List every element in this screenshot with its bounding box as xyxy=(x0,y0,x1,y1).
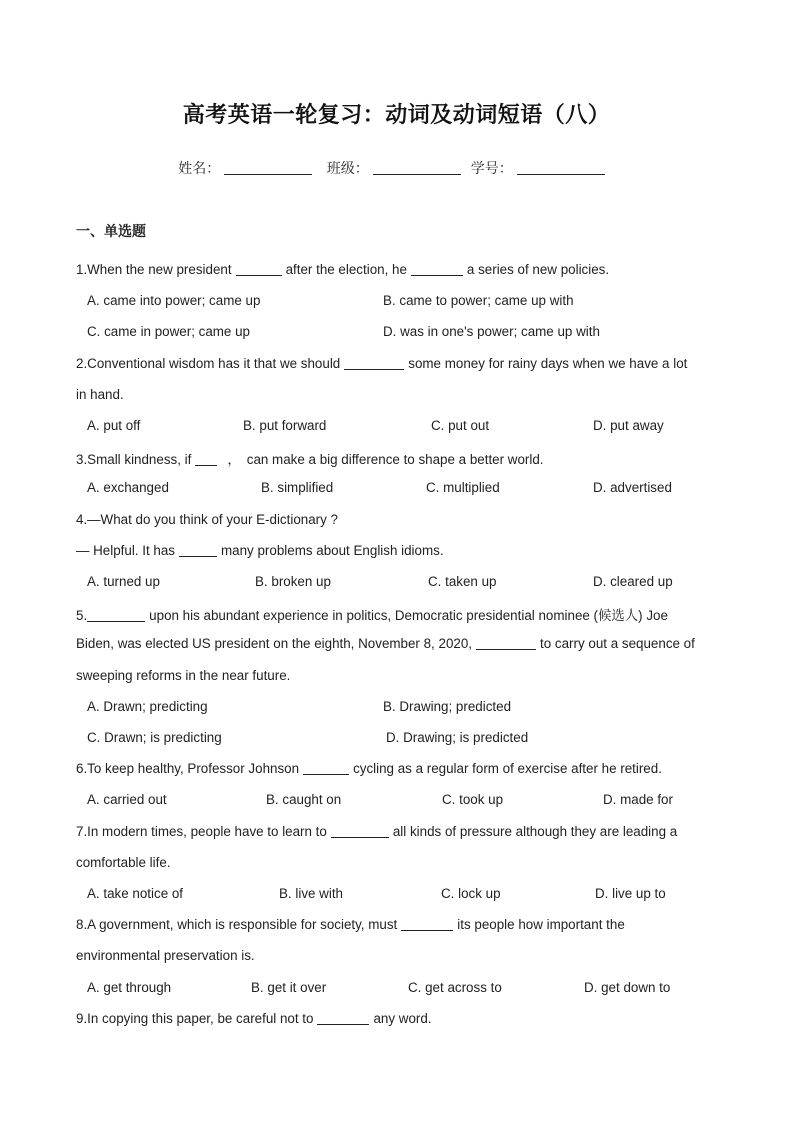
class-blank[interactable] xyxy=(373,160,461,175)
question-5-cont xyxy=(76,636,695,651)
question-7 xyxy=(76,824,677,839)
option-a[interactable]: A. exchanged xyxy=(87,480,169,495)
answer-blank xyxy=(331,824,389,838)
option-c[interactable]: C. taken up xyxy=(428,574,497,589)
question-8 xyxy=(76,917,625,932)
option-b[interactable]: B. came to power; came up with xyxy=(383,293,574,308)
option-c[interactable]: C. get across to xyxy=(408,980,502,995)
question-text: 2.Conventional wisdom has it that we should xyxy=(76,356,341,371)
answer-blank xyxy=(179,543,217,557)
option-b[interactable]: B. live with xyxy=(279,886,343,901)
answer-blank xyxy=(476,636,536,650)
option-a[interactable]: A. take notice of xyxy=(87,886,184,901)
option-a[interactable]: A. put off xyxy=(87,418,141,433)
question-text: a series of new policies. xyxy=(466,262,610,277)
option-b[interactable]: B. simplified xyxy=(261,480,334,495)
question-3 xyxy=(76,449,544,468)
question-text: to carry out a sequence of xyxy=(540,636,695,651)
question-text: 1.When the new president xyxy=(76,262,232,277)
option-c[interactable]: C. put out xyxy=(431,418,490,433)
option-b[interactable]: B. Drawing; predicted xyxy=(383,699,512,714)
option-c[interactable]: C. took up xyxy=(442,792,504,807)
question-text: cycling as a regular form of exercise after he retired. xyxy=(353,761,662,776)
option-d[interactable]: D. advertised xyxy=(593,480,672,495)
question-2-cont: in hand. xyxy=(76,387,124,402)
question-8-cont: environmental preservation is. xyxy=(76,948,255,963)
answer-blank xyxy=(195,452,217,466)
option-a[interactable]: A. get through xyxy=(87,980,172,995)
page-title: 高考英语一轮复习：动词及动词短语（八） xyxy=(182,103,611,128)
question-text: any word. xyxy=(373,1011,432,1026)
option-a[interactable]: A. carried out xyxy=(87,792,167,807)
question-text: 7.In modern times, people have to learn to xyxy=(76,824,327,839)
student-info-line xyxy=(0,158,793,178)
option-d[interactable]: D. put away xyxy=(593,418,664,433)
question-text: all kinds of pressure although they are leading a xyxy=(392,824,678,839)
option-d[interactable]: D. get down to xyxy=(584,980,671,995)
question-text: many problems about English idioms. xyxy=(221,543,444,558)
option-b[interactable]: B. put forward xyxy=(243,418,327,433)
option-d[interactable]: D. live up to xyxy=(595,886,666,901)
class-label: 班级： xyxy=(326,161,369,177)
answer-blank xyxy=(344,356,404,370)
option-a[interactable]: A. came into power; came up xyxy=(87,293,261,308)
option-b[interactable]: B. get it over xyxy=(251,980,327,995)
question-9 xyxy=(76,1011,432,1026)
name-label: 姓名： xyxy=(178,161,221,177)
question-text: 8.A government, which is responsible for society, must xyxy=(76,917,398,932)
question-text: 6.To keep healthy, Professor Johnson xyxy=(76,761,300,776)
question-text: upon his abundant experience in politics, Democratic presidential nominee (候选人) Joe xyxy=(149,608,668,623)
question-text: its people how important the xyxy=(457,917,625,932)
question-text: 5. xyxy=(76,608,88,623)
question-text: — Helpful. It has xyxy=(76,543,175,558)
answer-blank xyxy=(236,262,282,276)
answer-blank xyxy=(87,608,145,622)
option-c[interactable]: C. lock up xyxy=(441,886,501,901)
option-a[interactable]: A. turned up xyxy=(87,574,160,589)
question-1 xyxy=(76,262,609,277)
option-d[interactable]: D. was in one's power; came up with xyxy=(383,324,600,339)
section-title: 一、单选题 xyxy=(76,224,146,240)
option-b[interactable]: B. broken up xyxy=(255,574,331,589)
question-text: can make a big difference to shape a better world. xyxy=(246,452,544,467)
question-text: ， xyxy=(227,452,241,467)
question-text: Biden, was elected US president on the eighth, November 8, 2020, xyxy=(76,636,473,651)
option-d[interactable]: D. cleared up xyxy=(593,574,673,589)
question-2 xyxy=(76,356,687,371)
question-text: after the election, he xyxy=(285,262,407,277)
question-5 xyxy=(76,605,668,624)
question-text: some money for rainy days when we have a lot xyxy=(408,356,688,371)
option-b[interactable]: B. caught on xyxy=(266,792,342,807)
answer-blank xyxy=(317,1011,369,1025)
question-4-reply xyxy=(76,543,444,558)
question-text: 9.In copying this paper, be careful not to xyxy=(76,1011,314,1026)
question-7-cont: comfortable life. xyxy=(76,855,171,870)
id-blank[interactable] xyxy=(517,160,605,175)
answer-blank xyxy=(401,917,453,931)
option-d[interactable]: D. made for xyxy=(603,792,673,807)
option-c[interactable]: C. came in power; came up xyxy=(87,324,250,339)
question-text: 3.Small kindness, if xyxy=(76,452,192,467)
option-d[interactable]: D. Drawing; is predicted xyxy=(386,730,529,745)
question-4: 4.—What do you think of your E-dictionary ? xyxy=(76,512,338,527)
answer-blank xyxy=(303,761,349,775)
option-c[interactable]: C. multiplied xyxy=(426,480,500,495)
option-c[interactable]: C. Drawn; is predicting xyxy=(87,730,222,745)
option-a[interactable]: A. Drawn; predicting xyxy=(87,699,208,714)
name-blank[interactable] xyxy=(224,160,312,175)
question-6 xyxy=(76,761,662,776)
id-label: 学号： xyxy=(470,161,513,177)
question-5-cont2: sweeping reforms in the near future. xyxy=(76,668,291,683)
answer-blank xyxy=(411,262,463,276)
